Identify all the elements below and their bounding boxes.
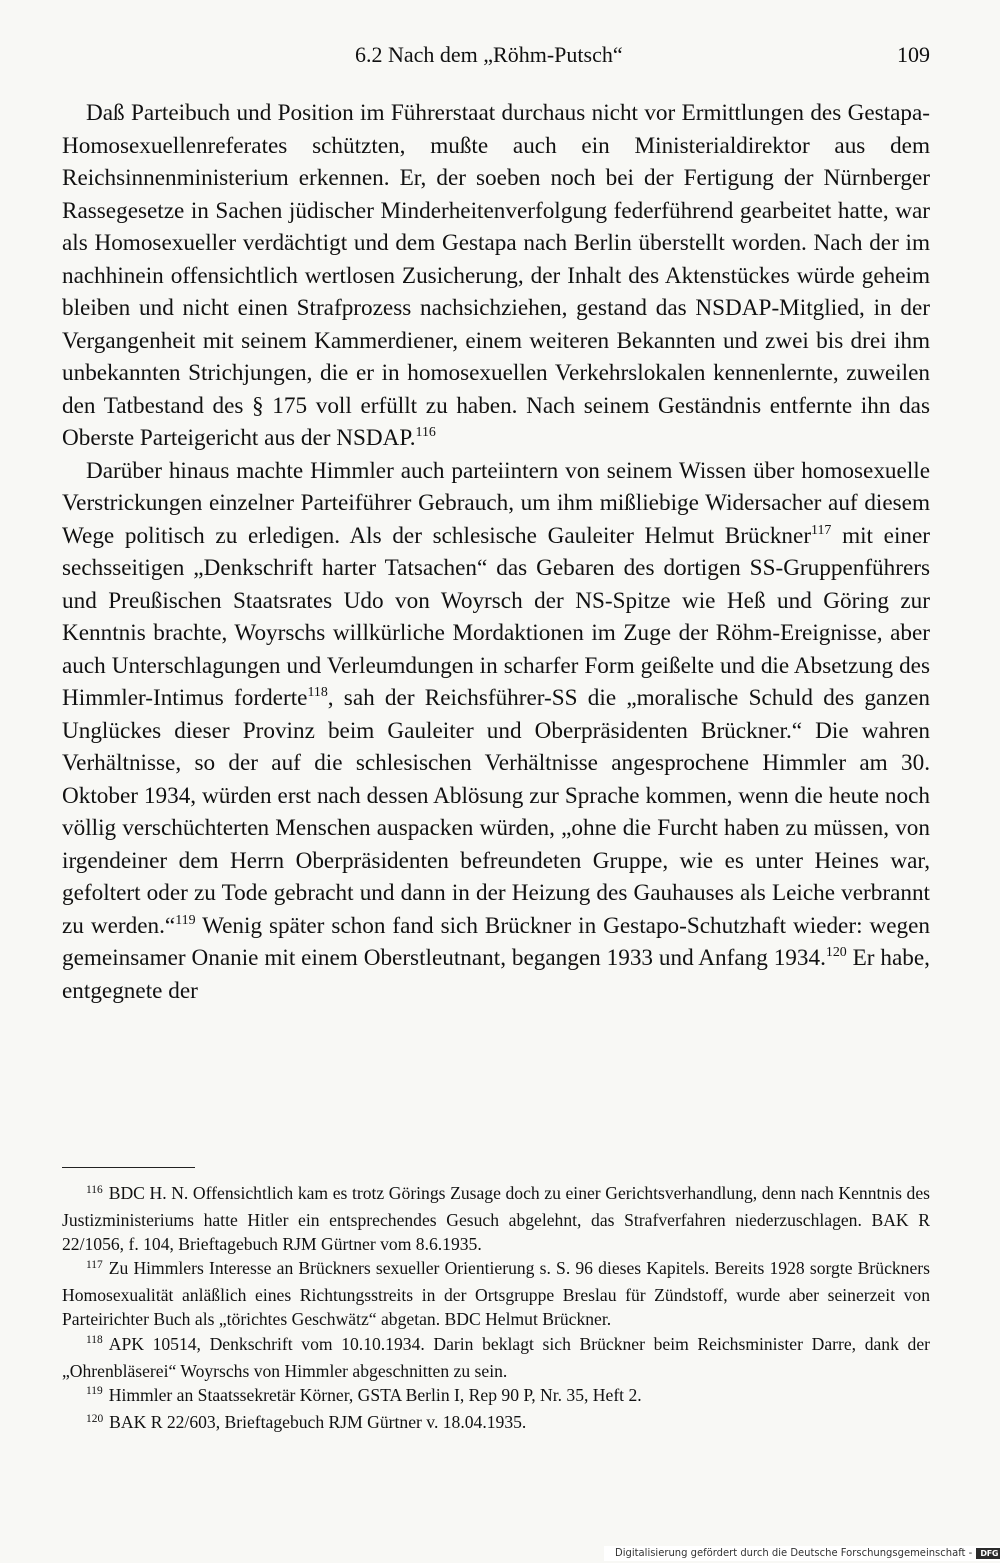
footnote-text: BDC H. N. Offensichtlich kam es trotz Görings Zusage doch zu einer Gerichtsverhandlung, denn nach Kenntnis des Justizministeriums hatte Hitler ein entsprechendes Gesuch abgelehnt, das Strafverfahren niederzuschlagen. BAK R 22/1056, f. 104, Brieftagebuch RJM Gürtner vom 8.6.1935. [62, 1183, 930, 1255]
footnote-119 [62, 1383, 930, 1410]
page-number: 109 [897, 42, 930, 67]
footnote-number: 119 [86, 1385, 103, 1398]
dfg-notice-text: Digitalisierung gefördert durch die Deutsche Forschungsgemeinschaft - [615, 1547, 973, 1559]
paragraph-2 [62, 455, 930, 1008]
footnote-ref-120: 120 [825, 945, 847, 961]
footnote-separator [62, 1167, 195, 1168]
paragraph-2-part-3: , sah der Reichsführer-SS die „moralische Schuld des ganzen Unglückes dieser Provinz beim Gauleiter und Oberpräsidenten Brückner.“ Die wahren Verhältnisse, so der auf die schlesischen Verhältnisse angesprochene Himmler am 30. Oktober 1934, würden erst nach dessen Ablösung zur Sprache kommen, wenn die heute noch völlig verschüchterten Menschen auspacken würden, „ohne die Furcht haben zu müssen, von irgendeiner dem Herrn Oberpräsidenten befreundeten Gruppe, wie es unter Heines war, gefoltert oder zu Tode gebracht und dann in der Heizung des Gauhauses als Leiche verbrannt zu werden.“ [62, 685, 930, 939]
paragraph-1-text: Daß Parteibuch und Position im Führerstaat durchaus nicht vor Ermittlungen des Gestapa-Homosexuellenreferates schützten, mußte auch ein Ministerialdirektor aus dem Reichsinnenministerium erkennen. Er, der soeben noch bei der Fertigung der Nürnberger Rassegesetze in Sachen jüdischer Minderheitenverfolgung federführend gearbeitet hatte, war als Homosexueller verdächtigt und dem Gestapa nach Berlin überstellt worden. Nach der im nachhinein offensichtlich wertlosen Zusicherung, der Inhalt des Aktenstückes würde geheim bleiben und nicht einen Strafprozess nachsichziehen, gestand das NSDAP-Mitglied, in der Vergangenheit mit seinem Kammerdiener, einem weiteren Bekannten und zwei bis drei ihm unbekannten Strichjungen, die er in homosexuellen Verkehrslokalen kennenlernte, zuweilen den Tatbestand des § 175 voll erfüllt zu haben. Nach seinem Geständnis entfernte ihn das Oberste Parteigericht aus der NSDAP. [62, 100, 930, 451]
footnote-text: Zu Himmlers Interesse an Brückners sexueller Orientierung s. S. 96 dieses Kapitels. Bereits 1928 sorgte Brückners Homosexualität anläßlich eines Richtungsstreits in der Ortsgruppe Breslau für Zündstoff, wurde aber seinerzeit von Parteirichter Buch als „törichtes Geschwätz“ abgetan. BDC Helmut Brückner. [62, 1258, 930, 1330]
footnote-117 [62, 1256, 930, 1331]
dfg-funding-notice [604, 1546, 1000, 1561]
dfg-logo-icon: DFG [976, 1548, 1000, 1559]
paragraph-2-part-4: Wenig später schon fand sich Brückner in Gestapo-Schutzhaft wieder: wegen gemeinsamer Onanie mit einem Oberstleutnant, begangen 1933 und Anfang 1934. [62, 912, 930, 971]
footnote-number: 120 [86, 1412, 104, 1425]
paragraph-2-part-2: mit einer sechsseitigen „Denkschrift harter Tatsachen“ das Gebaren des dortigen SS-Gruppenführers und Preußischen Staatsrates Udo von Woyrsch der NS-Spitze wie Heß und Göring zur Kenntnis brachte, Woyrschs willkürliche Mordaktionen im Zuge der Röhm-Ereignisse, aber auch Unterschlagungen und Verleumdungen in scharfer Form geißelte und die Absetzung des Himmler-Intimus forderte [62, 522, 931, 711]
footnote-ref-116: 116 [415, 425, 436, 441]
paragraph-1 [62, 97, 930, 455]
footnote-116 [62, 1181, 930, 1256]
paragraph-2-part-5: Er habe, entgegnete der [62, 945, 930, 1004]
page-header [62, 42, 930, 76]
footnote-number: 117 [86, 1259, 103, 1271]
footnote-ref-119: 119 [175, 912, 196, 928]
footnote-number: 118 [86, 1334, 103, 1347]
footnote-ref-117: 117 [811, 522, 832, 538]
running-title: 6.2 Nach dem „Röhm-Putsch“ [355, 42, 623, 67]
paragraph-2-part-1: Darüber hinaus machte Himmler auch parteiintern von seinem Wissen über homosexuelle Verstrickungen einzelner Parteiführer Gebrauch, um ihm mißliebige Widersacher auf diesem Wege politisch zu erledigen. Als der schlesische Gauleiter Helmut Brückner [62, 457, 930, 549]
footnote-120 [62, 1410, 930, 1437]
footnote-118 [62, 1332, 930, 1383]
footnote-ref-118: 118 [307, 685, 328, 701]
footnote-text: Himmler an Staatssekretär Körner, GSTA Berlin I, Rep 90 P, Nr. 35, Heft 2. [108, 1384, 642, 1405]
footnote-text: BAK R 22/603, Brieftagebuch RJM Gürtner v. 18.04.1935. [109, 1411, 527, 1432]
footnote-number: 116 [86, 1183, 103, 1196]
main-text [62, 97, 930, 1007]
footnotes [62, 1181, 930, 1437]
footnote-text: APK 10514, Denkschrift vom 10.10.1934. Darin beklagt sich Brückner beim Reichsminister Darre, dank der „Ohrenbläserei“ Woyrschs von Himmler abgeschnitten zu sein. [62, 1333, 930, 1381]
